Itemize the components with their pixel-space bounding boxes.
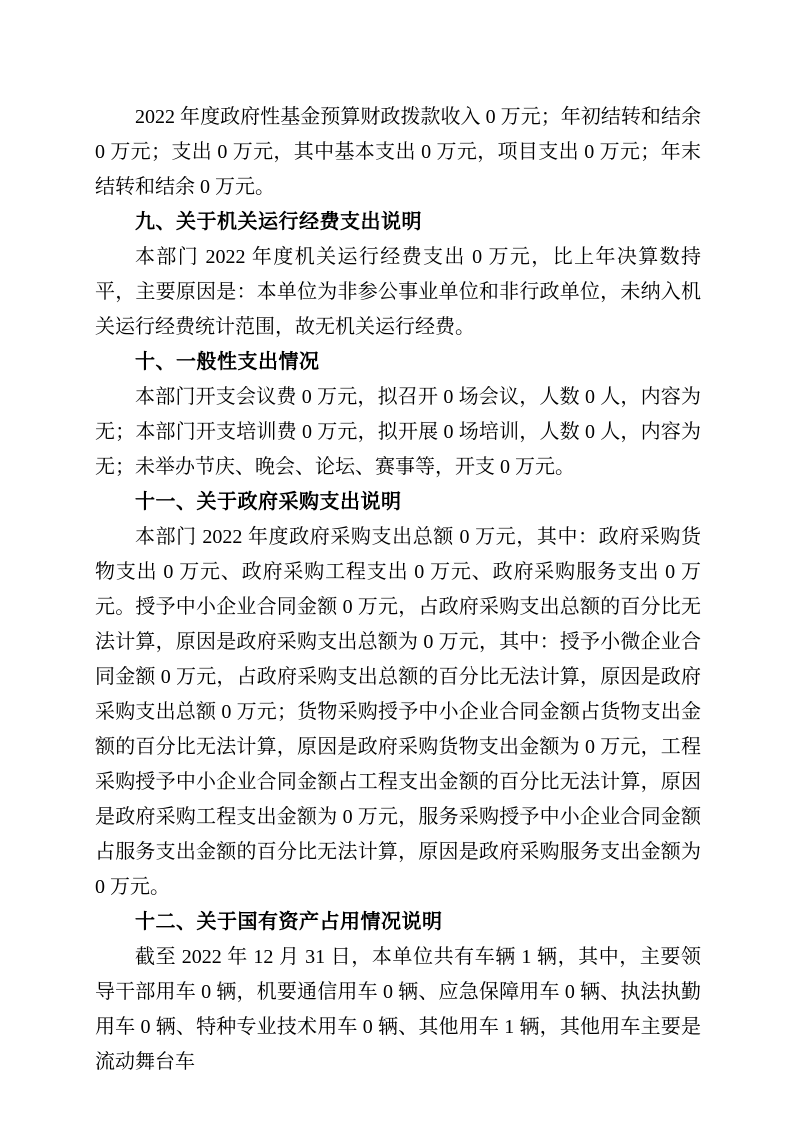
paragraph-gov-fund-budget: 2022 年度政府性基金预算财政拨款收入 0 万元；年初结转和结余 0 万元；支出 0 万元，其中基本支出 0 万元，项目支出 0 万元；年末结转和结余 0 万元。 <box>95 106 701 198</box>
section-heading-9-operating-expenses: 九、关于机关运行经费支出说明 <box>135 211 422 233</box>
section-heading-11-government-procurement: 十一、关于政府采购支出说明 <box>135 491 402 513</box>
document-body <box>95 100 701 1080</box>
paragraph-operating-expenses: 本部门 2022 年度机关运行经费支出 0 万元，比上年决算数持平，主要原因是：本单位为非参公事业单位和非行政单位，未纳入机关运行经费统计范围，故无机关运行经费。 <box>95 246 701 338</box>
section-heading-10-general-expenditure: 十、一般性支出情况 <box>135 351 320 373</box>
paragraph-government-procurement: 本部门 2022 年度政府采购支出总额 0 万元，其中：政府采购货物支出 0 万元、政府采购工程支出 0 万元、政府采购服务支出 0 万元。授予中小企业合同金额 0 万元，占政府采购支出总额的百分比无法计算，原因是政府采购支出总额为 0 万元，其中：授予小微企业合同金额 0 万元，占政府采购支出总额的百分比无法计算，原因是政府采购支出总额 0 万元；货物采购授予中小企业合同金额占货物支出金额的百分比无法计算，原因是政府采购货物支出金额为 0 万元，工程采购授予中小企业合同金额占工程支出金额的百分比无法计算，原因是政府采购工程支出金额为 0 万元，服务采购授予中小企业合同金额占服务支出金额的百分比无法计算，原因是政府采购服务支出金额为 0 万元。 <box>95 526 701 898</box>
paragraph-state-assets-vehicles: 截至 2022 年 12 月 31 日，本单位共有车辆 1 辆，其中，主要领导干部用车 0 辆，机要通信用车 0 辆、应急保障用车 0 辆、执法执勤用车 0 辆、特种专业技术用车 0 辆、其他用车 1 辆，其他用车主要是流动舞台车 <box>95 946 701 1073</box>
section-heading-12-state-assets: 十二、关于国有资产占用情况说明 <box>135 911 443 933</box>
paragraph-general-expenditure: 本部门开支会议费 0 万元，拟召开 0 场会议，人数 0 人，内容为无；本部门开支培训费 0 万元，拟开展 0 场培训，人数 0 人，内容为无；未举办节庆、晚会、论坛、赛事等，开支 0 万元。 <box>95 386 701 478</box>
